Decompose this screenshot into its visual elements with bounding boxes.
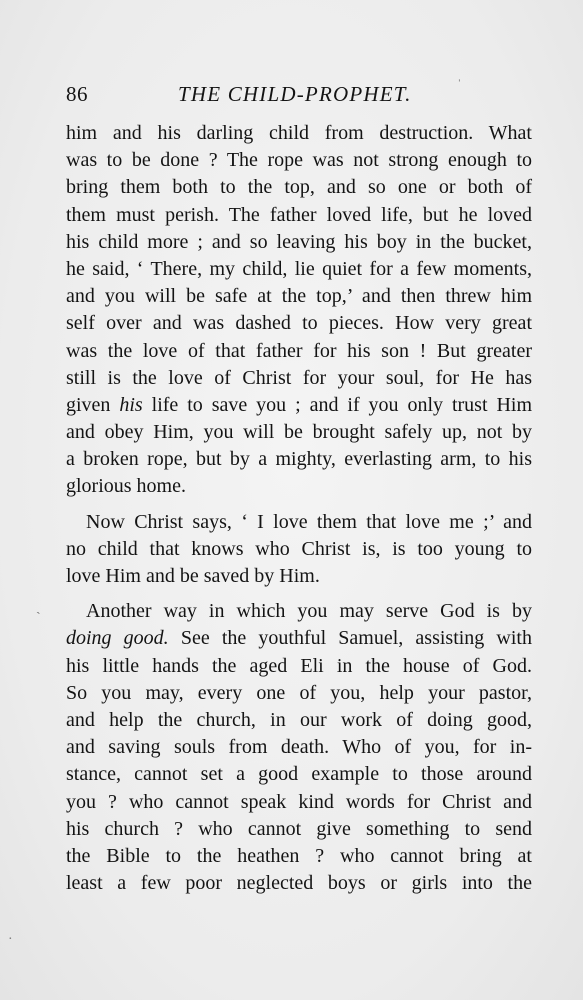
italic-emphasis: doing good.: [66, 627, 169, 650]
text-line: and help the church, in our work of doing good,: [66, 708, 532, 731]
text-line: Now Christ says, ‘ I love them that love me ;’ and: [86, 510, 532, 533]
text-line: bring them both to the top, and so one or both of: [66, 176, 532, 199]
text-line: his church ? who cannot give something to send: [66, 817, 532, 840]
text-line: and saving souls from death. Who of you, for in-: [66, 736, 532, 759]
text-line: stance, cannot set a good example to those around: [66, 763, 532, 786]
ink-mark: ˈ: [457, 78, 462, 93]
paragraph: [66, 509, 532, 591]
text-line: least a few poor neglected boys or girls into the: [66, 872, 532, 895]
text-line: no child that knows who Christ is, is too young to: [66, 537, 532, 560]
text-line: still is the love of Christ for your soul, for He has: [66, 366, 532, 389]
text-line: him and his darling child from destruction. What: [66, 122, 532, 144]
text-run: given: [66, 393, 120, 416]
paragraph: [66, 598, 532, 897]
text-line: you ? who cannot speak kind words for Christ and: [66, 790, 532, 813]
text-line: [66, 392, 532, 419]
text-line: Another way in which you may serve God is by: [86, 600, 532, 623]
text-line: his little hands the aged Eli in the house of God.: [66, 654, 532, 677]
text-line: and obey Him, you will be brought safely up, not by: [66, 421, 532, 444]
text-line: So you may, every one of you, help your pastor,: [66, 681, 532, 704]
page-header: [66, 82, 538, 110]
text-line: was the love of that father for his son ! But greater: [66, 339, 532, 362]
text-line: a broken rope, but by a mighty, everlasting arm, to his: [66, 448, 532, 471]
text-line: [66, 625, 532, 652]
text-line: was to be done ? The rope was not strong enough to: [66, 149, 532, 172]
ink-mark: ·: [8, 932, 13, 947]
page-number: 86: [66, 82, 88, 106]
body-text: [66, 120, 532, 897]
text-line: the Bible to the heathen ? who cannot bring at: [66, 844, 532, 867]
text-line: his child more ; and so leaving his boy in the bucket,: [66, 230, 532, 253]
text-line: love Him and be saved by Him.: [66, 565, 320, 587]
text-line: them must perish. The father loved life, but he loved: [66, 203, 532, 226]
text-run: life to save you ; and if you only trust Him: [142, 393, 532, 416]
paragraph: [66, 120, 532, 501]
text-line: and you will be safe at the top,’ and then threw him: [66, 285, 532, 308]
text-line: self over and was dashed to pieces. How very great: [66, 312, 532, 335]
text-line: glorious home.: [66, 475, 186, 498]
text-run: See the youthful Samuel, assisting with: [168, 627, 532, 650]
text-line: he said, ‘ There, my child, lie quiet for a few moments,: [66, 257, 532, 280]
ink-mark: ˏ: [36, 600, 41, 615]
italic-emphasis: his: [119, 393, 143, 416]
running-title: THE CHILD-PROPHET.: [178, 82, 412, 106]
